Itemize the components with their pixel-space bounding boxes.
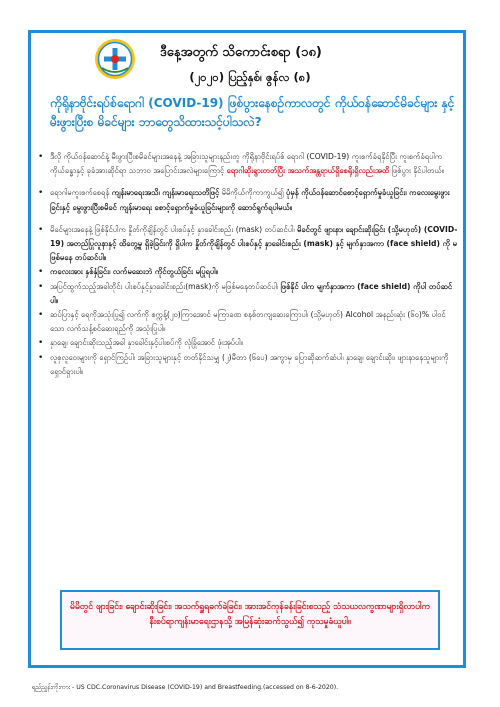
bullet-icon: • (38, 152, 44, 162)
advice-text: ရောဂါမကူးစက်စေရန် (50, 188, 112, 198)
advice-item (38, 186, 458, 214)
advice-text: မိမိကိုယ်ကိုကာကွယ်၍ (219, 188, 286, 198)
advice-item (38, 280, 458, 308)
advice-text: ဖြစ်ပွား နိုင်ပါတယ်။ (389, 166, 445, 176)
list-spacer (38, 215, 458, 223)
bullet-icon: • (38, 281, 44, 292)
advice-item (38, 308, 458, 336)
advice-text: လူစုလူဝေးများကို ရှောင်ကြဉ်ပါ၊ အခြားသူများနှင့် တတ်နိုင်သမျှ (၂)မီတာ (၆ပေ) အကွာမှ ပြောဆိုဆက်ဆံပါ၊ နှာချေ၊ ချောင်းဆိုး၊ ဖျားနာနေသူများကို ရှောင်ရှားပါ။ (50, 352, 449, 376)
advice-text: ကျန်းမာရေးအသိ၊ ကျန်းမာရေးသတိဖြင့် (111, 188, 220, 198)
advice-item (38, 150, 458, 178)
list-spacer (38, 178, 458, 186)
source-citation: ရည်ညွှန်းကိုးကား - US CDC.Coronavirus Disease (COVID-19) and Breastfeeding.(accessed on 8-6-2020). (32, 684, 339, 691)
advice-text: မိခင်တွင် ဖျားနာ၊ ချောင်းဆိုးခြင်း (သို့မဟုတ်) (COVID-19) အတည်ပြုလူနာနှင့် ထိတွေ့မှု ရှိခဲ့ခြင်းကို ရှိပါက နှိုတ်ကိုချိန်တွင် ပါးစပ်နှင့် နှာခေါင်းစည်း (mask) နှင့် မျက်နှာအကာ (face shield) ကို မဖြစ်မနေ တပ်ဆင်ပါ။ (50, 224, 458, 263)
advice-text: နှာချေ၊ ချောင်းဆိုးသည့်အခါ နှာခေါင်းနှင့်ပါးစပ်ကို လုံခြုံအောင် ဖုံးအုပ်ပါ။ (50, 338, 243, 348)
advice-item (38, 351, 458, 379)
advice-text: ရောဂါဆိုးရွားတတ်ပြီး အသက်အန္တရာယ်ရှိစေရိုးရှိလည်းအထိ (226, 166, 390, 176)
advice-text: ကလေးအား နှစ်နှံခြင်း၊ လက်မဆေးဘဲ ကိုင်တွယ်ခြင်း မပြုရပါ။ (50, 267, 218, 277)
main-question: ကိုရိုနာဗိုင်းရပ်စ်ရောဂါ (COVID-19) ဖြစ်ပွားနေစဉ်ကာလတွင် ကိုယ်ဝန်ဆောင်မိခင်များ နှင့် မီးဖွားပြီးစ မိခင်များ ဘာတွေသိထားသင့်ပါသလဲ? (50, 96, 455, 129)
bullet-icon: • (38, 188, 44, 199)
poster-date: (၂၀၂၀) ပြည့်နှစ်၊ ဇွန်လ (၈) (189, 70, 311, 84)
bullet-icon: • (38, 310, 44, 321)
bullet-icon: • (38, 338, 44, 349)
advice-text: ဒီလို ကိုယ်ဝန်ဆောင်နဲ့ မီးဖွားပြီးစမိခင်များအနေနဲ့ အခြားသူများနည်းတူ ကိုရိုနာဗိုင်းရပ်စ် ရောဂါ (COVID-19) ကူးစက်ခံရနိုင်ပြီး ကူးစက်ခံရပါက ကိုယ်ခန္ဓာနှင့် ခုခံအားဆိုင်ရာ သဘာဝ အပြောင်းအလဲများကြောင့် (50, 152, 443, 176)
advice-item (38, 223, 458, 266)
advice-item (38, 265, 458, 279)
advice-list (38, 150, 458, 379)
advice-text: ဆပ်ပြာနှင့် ရေကိုအသုံးပြု၍ လက်ကို စက္ကန့်(၂၀)ကြာအောင် မကြာခဏ စနစ်တကျဆေးကြောပါ၊ (သို့မဟုတ်) Alcohol အနည်းဆုံး (၆၀)% ပါဝင်သော လက်သန့်စင်ဆေးရည်ကို အသုံးပြုပါ။ (50, 310, 446, 334)
poster-title: ဒီနေ့အတွက် သိကောင်းစရာ (၁၈) (160, 45, 322, 60)
advice-text: ဖြစ်နိုင် ပါက မျက်နှာအကာ (face shield) ကိုပါ တပ်ဆင်ပါ။ (50, 281, 453, 305)
bullet-icon: • (38, 352, 44, 363)
advice-item (38, 336, 458, 350)
warning-text: မိမိတွင် ဖျားခြင်း၊ ချောင်းဆိုးခြင်း၊ အသက်ရှူရခက်ခဲခြင်း၊ အားအင်ကုန်ခန်းခြင်းစသည့် သံသယလက္ခဏာများရှိလာပါက နီးစပ်ရာကျန်းမာရေးဌာနသို့ အမြန်ဆုံးဆက်သွယ်၍ ကုသမှုခံယူပါ။ (70, 602, 430, 627)
bullet-icon: • (38, 224, 44, 235)
advice-text: အပြင်ထွက်သည့်အခါတိုင်း ပါးစပ်နှင့်နှာခေါင်းစည်း(mask)ကို မဖြစ်မနေတပ်ဆင်ပါ၊ (50, 281, 281, 291)
bullet-icon: • (38, 267, 44, 278)
advice-text: ပုံမှန် ကိုယ်ဝန်ဆောင်စောင့်ရှောက်မှုခံယူခြင်း၊ ကလေးမွေးဖွားခြင်းနှင့် မွေးဖွားပြီးစမိခင် ကျန်းမာရေး စောင့်ရှောက်မှုခံယူခြင်းများကို ဆောင်ရွက်ရပါမယ်။ (50, 188, 450, 212)
advice-text: မိခင်များအနေနဲ့ ဖြစ်နိုင်ပါက နှိုတ်ကိုချိန်တွင် ပါးစပ်နှင့် နှာခေါင်းစည်း (mask) တပ်ဆင်ပါ၊ (50, 224, 298, 234)
